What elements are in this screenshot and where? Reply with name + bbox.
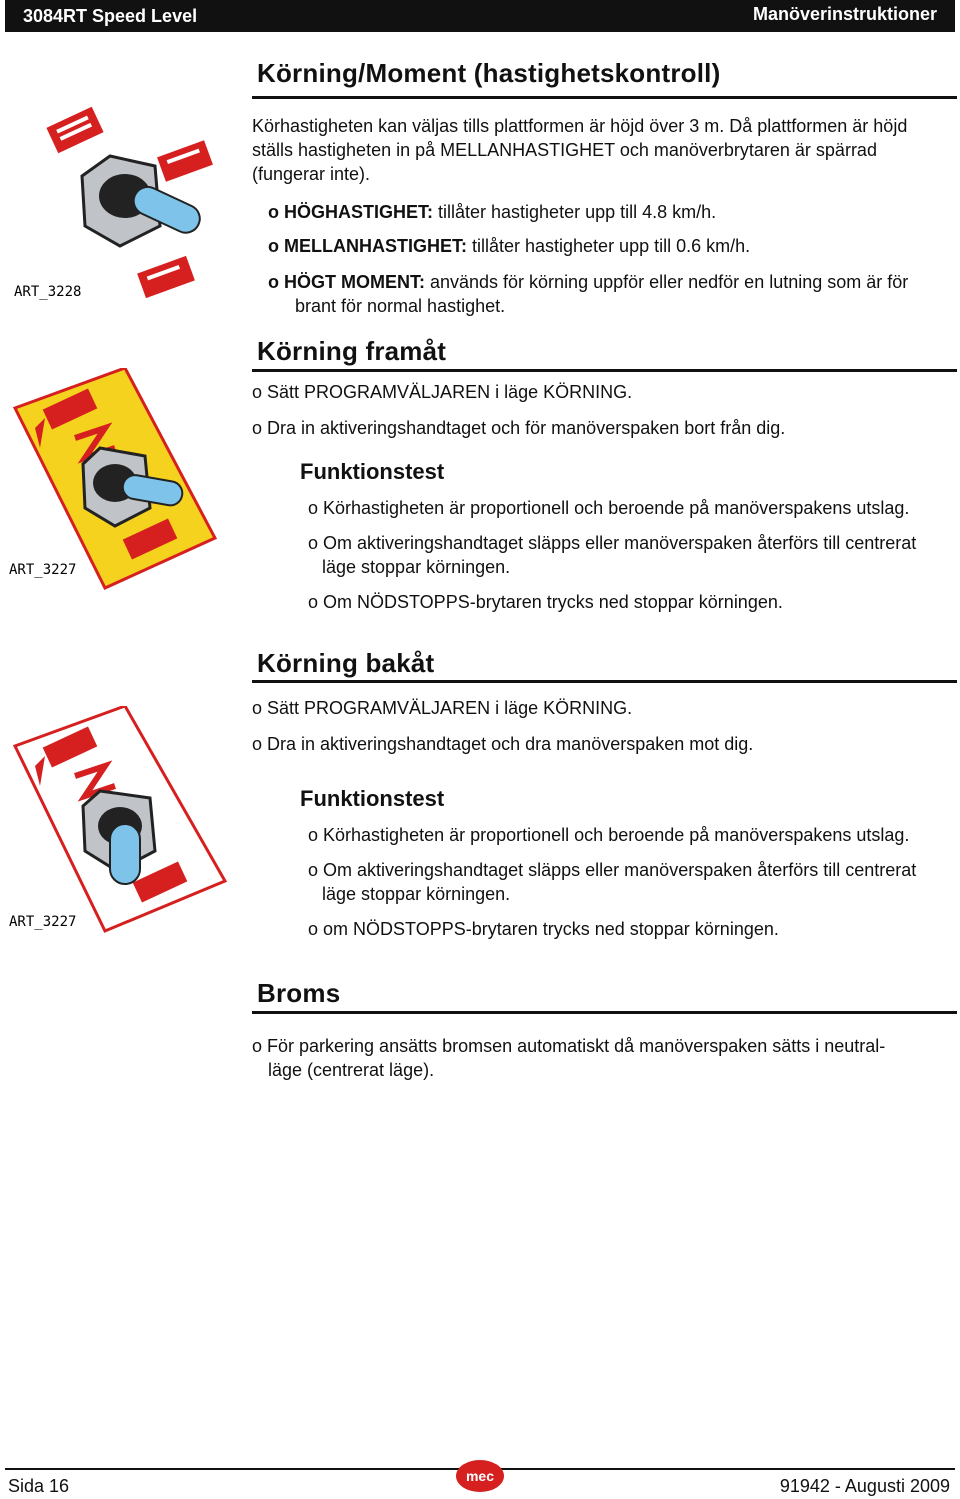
document-id-date: 91942 - Augusti 2009 [779, 1476, 950, 1496]
item-high-speed: o HÖGHASTIGHET: tillåter hastigheter upp till 4.8 km/h. [268, 202, 717, 222]
art-label-3228: ART_3228 [14, 284, 82, 300]
forward-test-3: o Om NÖDSTOPPS-brytaren trycks ned stoppar körningen. [308, 592, 783, 612]
item-high-torque-cont: brant för normal hastighet. [295, 296, 506, 316]
brake-text-2: läge (centrerat läge). [268, 1060, 435, 1080]
forward-test-2-cont: läge stoppar körningen. [322, 557, 511, 577]
section-heading-drive-backward: Körning bakåt [257, 648, 435, 678]
page-header [5, 0, 955, 32]
backward-function-test-heading: Funktionstest [300, 786, 445, 811]
drive-backward-illustration [5, 706, 245, 946]
backward-item-2: o Dra in aktiveringshandtaget och dra manöverspaken mot dig. [252, 734, 754, 754]
section-rule [252, 1011, 957, 1014]
forward-test-1: o Körhastigheten är proportionell och beroende på manöverspakens utslag. [308, 498, 910, 518]
section-rule [252, 96, 957, 99]
forward-item-2: o Dra in aktiveringshandtaget och för manöverspaken bort från dig. [252, 418, 786, 438]
intro-line-3: (fungerar inte). [252, 164, 371, 184]
section-heading-brake: Broms [257, 978, 341, 1008]
mec-logo [454, 1458, 506, 1494]
forward-function-test-heading: Funktionstest [300, 459, 445, 484]
art-label-3227-b: ART_3227 [9, 914, 77, 930]
backward-item-1: o Sätt PROGRAMVÄLJAREN i läge KÖRNING. [252, 698, 633, 718]
backward-test-1: o Körhastigheten är proportionell och beroende på manöverspakens utslag. [308, 825, 910, 845]
intro-line-2: ställs hastigheten in på MELLANHASTIGHET och manöverbrytaren är spärrad [252, 140, 877, 160]
header-title-left: 3084RT Speed Level [23, 6, 198, 26]
forward-item-1: o Sätt PROGRAMVÄLJAREN i läge KÖRNING. [252, 382, 633, 402]
item-medium-speed: o MELLANHASTIGHET: tillåter hastigheter upp till 0.6 km/h. [268, 236, 751, 256]
intro-line-1: Körhastigheten kan väljas tills plattformen är höjd över 3 m. Då plattformen är höjd [252, 116, 908, 136]
art-label-3227: ART_3227 [9, 562, 77, 578]
backward-test-2-cont: läge stoppar körningen. [322, 884, 511, 904]
forward-test-2: o Om aktiveringshandtaget släpps eller manöverspaken återförs till centrerat [308, 533, 917, 553]
brake-text-1: o För parkering ansätts bromsen automatiskt då manöverspaken sätts i neutral- [252, 1036, 886, 1056]
section-heading-speed-control: Körning/Moment (hastighetskontroll) [257, 58, 721, 88]
item-high-torque: o HÖGT MOMENT: används för körning uppför eller nedför en lutning som är för [268, 272, 909, 292]
drive-forward-illustration [5, 368, 245, 598]
section-rule [252, 369, 957, 372]
header-title-right: Manöverinstruktioner [752, 4, 937, 24]
section-heading-drive-forward: Körning framåt [257, 336, 447, 366]
speed-switch-illustration [10, 96, 240, 316]
backward-test-2: o Om aktiveringshandtaget släpps eller manöverspaken återförs till centrerat [308, 860, 917, 880]
svg-text:mec: mec [465, 1468, 495, 1484]
backward-test-3: o om NÖDSTOPPS-brytaren trycks ned stoppar körningen. [308, 919, 779, 939]
section-rule [252, 680, 957, 683]
page-number: Sida 16 [8, 1476, 70, 1496]
